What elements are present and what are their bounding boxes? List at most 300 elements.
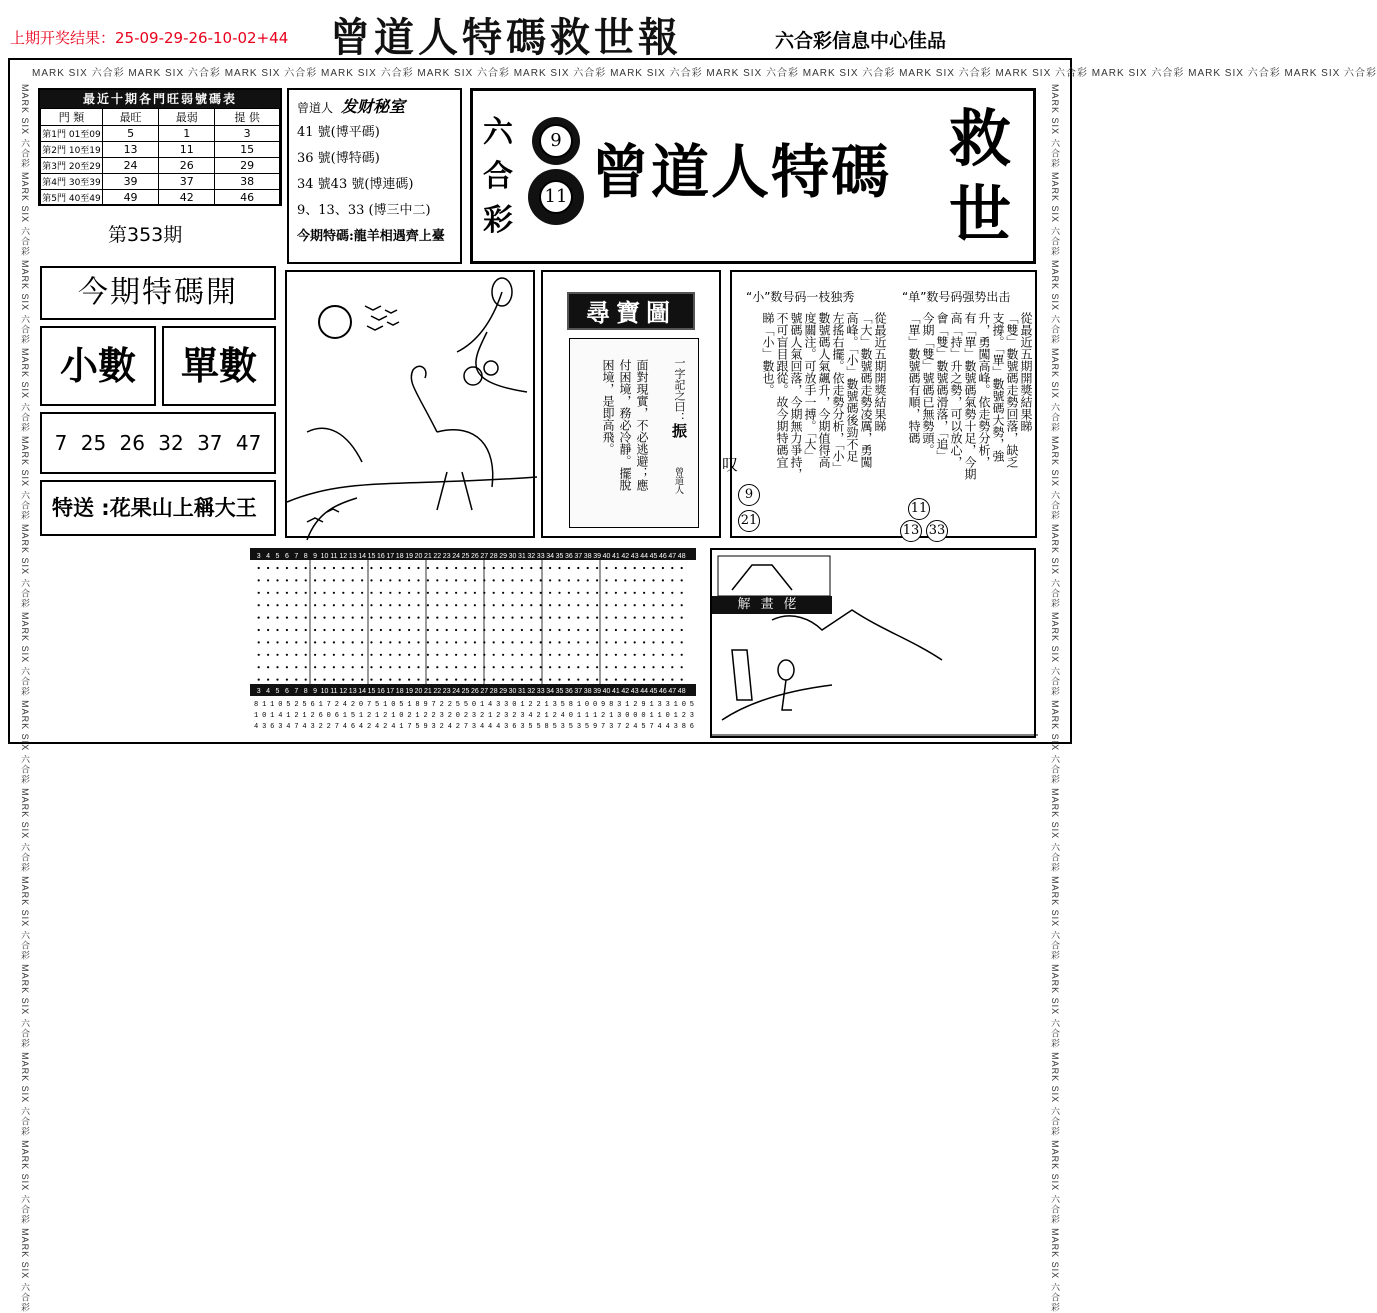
table-row xyxy=(41,158,280,174)
grid-dot xyxy=(511,604,513,606)
grid-dot xyxy=(681,629,683,631)
grid-dot xyxy=(502,604,504,606)
grid-dot xyxy=(568,679,570,681)
grid-dot xyxy=(577,592,579,594)
grid-dot xyxy=(295,666,297,668)
grid-dot xyxy=(314,567,316,569)
grid-dot xyxy=(323,604,325,606)
grid-dot xyxy=(267,604,269,606)
grid-dot xyxy=(314,641,316,643)
grid-dot xyxy=(267,579,269,581)
grid-dot xyxy=(446,579,448,581)
grid-col-label: 15 xyxy=(367,688,376,695)
grid-dot xyxy=(389,641,391,643)
grid-dot xyxy=(370,666,372,668)
grid-dot xyxy=(399,666,401,668)
grid-col-label: 22 xyxy=(433,688,442,695)
grid-col-label: 39 xyxy=(593,553,601,560)
grid-dot xyxy=(267,641,269,643)
grid-dot xyxy=(446,617,448,619)
grid-dot xyxy=(342,629,344,631)
grid-dot xyxy=(370,617,372,619)
grid-dot xyxy=(389,629,391,631)
grid-dot xyxy=(436,617,438,619)
text-column: 會「雙」數號碼滑落，「追」 xyxy=(935,312,949,462)
grid-dot xyxy=(314,666,316,668)
grid-col-label: 21 xyxy=(424,553,432,560)
grid-dot xyxy=(380,654,382,656)
grid-dot xyxy=(352,679,354,681)
grid-dot xyxy=(276,617,278,619)
grid-dot xyxy=(333,617,335,619)
grid-dot xyxy=(399,629,401,631)
grid-dot xyxy=(521,567,523,569)
scroll-poem: 面對現實，不必逃避；應付困境，務必冷靜。擺脫困境，是即高飛。 xyxy=(601,359,649,491)
grid-dot xyxy=(446,641,448,643)
text-column: 「單」數號碼有順，特碼 xyxy=(907,312,921,444)
grid-dot xyxy=(342,654,344,656)
grid-dot xyxy=(624,666,626,668)
grid-col-label: 39 xyxy=(593,688,601,695)
grid-col-label: 4 xyxy=(266,688,271,695)
grid-dot xyxy=(361,567,363,569)
grid-dot xyxy=(323,617,325,619)
number: 47 xyxy=(235,431,262,455)
grid-dot xyxy=(408,579,410,581)
grid-dot xyxy=(652,617,654,619)
grid-dot xyxy=(464,679,466,681)
grid-dot xyxy=(605,579,607,581)
treasure-title: 尋寶圖 xyxy=(567,292,695,330)
grid-dot xyxy=(521,654,523,656)
grid-dot xyxy=(493,629,495,631)
crane-picture xyxy=(285,270,535,538)
grid-dot xyxy=(681,617,683,619)
grid-dot xyxy=(681,604,683,606)
grid-dot xyxy=(370,592,372,594)
grid-col-label: 20 xyxy=(414,553,423,560)
grid-dot xyxy=(530,641,532,643)
grid-col-label: 6 xyxy=(284,688,289,695)
grid-dot xyxy=(446,679,448,681)
grid-dot xyxy=(530,629,532,631)
grid-dot xyxy=(295,579,297,581)
grid-dot xyxy=(427,666,429,668)
grid-dot xyxy=(417,592,419,594)
grid-dot xyxy=(361,666,363,668)
grid-dot xyxy=(352,579,354,581)
grid-dot xyxy=(587,641,589,643)
grid-dot xyxy=(417,666,419,668)
grid-dot xyxy=(323,654,325,656)
grid-col-label: 24 xyxy=(452,553,460,560)
number: 32 xyxy=(158,431,184,455)
door-cell: 第4門 30至39 xyxy=(41,174,103,190)
grid-dot xyxy=(577,641,579,643)
grid-col-label: 8 xyxy=(303,688,308,695)
grid-dot xyxy=(408,592,410,594)
grid-dot xyxy=(305,641,307,643)
grid-dot xyxy=(549,679,551,681)
text-column: 今期「雙」號碼已無勢頭。 xyxy=(921,312,935,456)
grid-dot xyxy=(652,604,654,606)
analysis-odd-heading: “单”数号码强势出击 xyxy=(902,290,1011,304)
formula-line: 9、13、33 (博三中二) xyxy=(297,203,431,218)
grid-dot xyxy=(267,617,269,619)
grid-dot xyxy=(276,604,278,606)
table-row xyxy=(41,126,280,142)
grid-dot xyxy=(493,654,495,656)
grid-dot xyxy=(558,654,560,656)
grid-dot xyxy=(276,641,278,643)
illustration-drawing xyxy=(712,550,1038,740)
text-column: 高「持」升之勢，可以放心， xyxy=(949,312,963,468)
grid-dot xyxy=(399,679,401,681)
grid-dot xyxy=(596,629,598,631)
door-cell: 第5門 40至49 xyxy=(41,190,103,206)
grid-col-label: 38 xyxy=(583,553,592,560)
grid-dot xyxy=(408,641,410,643)
grid-dot xyxy=(352,592,354,594)
grid-dot xyxy=(455,567,457,569)
grid-dot xyxy=(258,604,260,606)
grid-dot xyxy=(455,604,457,606)
grid-dot xyxy=(399,641,401,643)
grid-dot xyxy=(464,579,466,581)
grid-col-label: 26 xyxy=(471,553,479,560)
grid-dot xyxy=(615,641,617,643)
grid-dot xyxy=(558,666,560,668)
grid-dot xyxy=(417,579,419,581)
formula-tail: 今期特碼:龍羊相遇齊上臺 xyxy=(297,229,445,244)
grid-dot xyxy=(671,604,673,606)
formula-prefix: 曾道人 xyxy=(297,101,334,115)
grid-dot xyxy=(493,679,495,681)
grid-dot xyxy=(643,654,645,656)
grid-dot xyxy=(502,641,504,643)
grid-col-label: 30 xyxy=(508,688,517,695)
grid-dot xyxy=(464,592,466,594)
grid-dot xyxy=(446,604,448,606)
grid-col-label: 36 xyxy=(565,688,573,695)
grid-dot xyxy=(577,604,579,606)
grid-dot xyxy=(389,617,391,619)
grid-dot xyxy=(511,654,513,656)
grid-dot xyxy=(436,666,438,668)
text-column: 從最近五期開獎結果睇 xyxy=(873,312,887,432)
grid-dot xyxy=(267,567,269,569)
grid-dot xyxy=(624,604,626,606)
grid-dot xyxy=(427,629,429,631)
grid-dot xyxy=(511,579,513,581)
grid-dot xyxy=(624,629,626,631)
grid-col-label: 47 xyxy=(668,688,677,695)
grid-dot xyxy=(389,592,391,594)
hot-cell: 13 xyxy=(103,142,159,158)
grid-col-label: 16 xyxy=(377,688,385,695)
grid-dot xyxy=(276,629,278,631)
hot-cell: 24 xyxy=(103,158,159,174)
grid-col-label: 38 xyxy=(583,688,592,695)
grid-dot xyxy=(624,592,626,594)
grid-dot xyxy=(596,654,598,656)
grid-dot xyxy=(389,666,391,668)
grid-dot xyxy=(493,579,495,581)
grid-dot xyxy=(276,567,278,569)
col-cold: 最弱 xyxy=(159,109,215,126)
grid-dot xyxy=(305,654,307,656)
grid-dot xyxy=(587,617,589,619)
grid-dot xyxy=(530,654,532,656)
grid-dot xyxy=(652,592,654,594)
grid-col-label: 13 xyxy=(348,553,357,560)
grid-col-label: 14 xyxy=(358,553,366,560)
grid-dot xyxy=(323,579,325,581)
grid-dot xyxy=(389,679,391,681)
grid-dot xyxy=(540,679,542,681)
banner-side-text: 救世 xyxy=(948,102,1011,251)
grid-dot xyxy=(652,567,654,569)
grid-dot xyxy=(643,641,645,643)
grid-dot xyxy=(568,567,570,569)
grid-footer-row: 1 0 1 4 1 2 1 2 6 0 6 1 5 1 2 1 2 1 0 2 1 2 2 3 2 0 2 3 2 1 2 3 2 3 4 2 1 2 4 0 1 1 1 2 1 3 0 0 0 1 1 0 1 2 3 xyxy=(254,712,694,720)
grid-dot xyxy=(295,617,297,619)
grid-col-label: 11 xyxy=(330,553,338,560)
text-column: 支撐。「單」數號碼大勢，強 xyxy=(991,312,1005,462)
grid-dot xyxy=(587,604,589,606)
text-column: 「雙」數號碼走勢回落，缺乏 xyxy=(1005,312,1019,468)
grid-col-label: 43 xyxy=(630,553,639,560)
grid-dot xyxy=(295,629,297,631)
grid-dot xyxy=(615,592,617,594)
grid-col-label: 22 xyxy=(433,553,442,560)
watermark-strip-top: MARK SIX 六合彩 MARK SIX 六合彩 MARK SIX 六合彩 MARK SIX 六合彩 MARK SIX 六合彩 MARK SIX 六合彩 MARK SIX 六合彩 MARK SIX 六合彩 MARK SIX 六合彩 MARK SIX 六合彩 MARK SIX 六合彩 MARK SIX 六合彩 MARK SIX 六合彩 MARK SIX 六合彩 xyxy=(32,68,1377,79)
grid-dot xyxy=(436,567,438,569)
grid-dot xyxy=(323,592,325,594)
number: 25 xyxy=(80,431,107,455)
hot-cell: 39 xyxy=(103,174,159,190)
grid-dot xyxy=(436,629,438,631)
grid-dot xyxy=(587,629,589,631)
grid-dot xyxy=(568,579,570,581)
grid-dot xyxy=(352,629,354,631)
grid-dot xyxy=(568,604,570,606)
analysis-small-text xyxy=(746,312,886,488)
grid-dot xyxy=(605,604,607,606)
door-cell: 第2門 10至19 xyxy=(41,142,103,158)
grid-dot xyxy=(464,629,466,631)
grid-dot xyxy=(408,654,410,656)
crane-illustration xyxy=(287,272,537,540)
grid-dot xyxy=(615,654,617,656)
grid-dot xyxy=(436,679,438,681)
illustration-box xyxy=(710,548,1036,738)
grid-dot xyxy=(634,641,636,643)
grid-dot xyxy=(587,679,589,681)
grid-dot xyxy=(521,592,523,594)
brand-title: 曾道人特碼救世報 xyxy=(330,14,682,61)
grid-dot xyxy=(361,641,363,643)
grid-dot xyxy=(352,617,354,619)
grid-dot xyxy=(549,592,551,594)
col-hot: 最旺 xyxy=(103,109,159,126)
grid-col-label: 31 xyxy=(518,688,526,695)
word-label: 一字記之曰： xyxy=(673,357,686,423)
grid-dot xyxy=(258,579,260,581)
grid-col-label: 40 xyxy=(602,553,611,560)
grid-col-label: 33 xyxy=(536,688,545,695)
grid-dot xyxy=(662,629,664,631)
grid-dot xyxy=(605,567,607,569)
grid-dot xyxy=(521,617,523,619)
grid-dot xyxy=(333,629,335,631)
grid-dot xyxy=(558,679,560,681)
grid-dot xyxy=(427,579,429,581)
grid-col-label: 8 xyxy=(303,553,308,560)
grid-dot xyxy=(615,567,617,569)
grid-dot xyxy=(342,666,344,668)
grid-dot xyxy=(615,679,617,681)
grid-dot xyxy=(681,579,683,581)
grid-col-label: 35 xyxy=(555,553,564,560)
grid-dot xyxy=(427,592,429,594)
grid-col-label: 9 xyxy=(313,553,318,560)
grid-col-label: 6 xyxy=(284,553,289,560)
grid-col-label: 28 xyxy=(489,688,498,695)
give-cell: 38 xyxy=(215,174,280,190)
grid-dot xyxy=(436,579,438,581)
grid-dot xyxy=(417,641,419,643)
give-cell: 15 xyxy=(215,142,280,158)
grid-dot xyxy=(662,666,664,668)
grid-col-label: 30 xyxy=(508,553,517,560)
grid-dot xyxy=(605,592,607,594)
grid-dot xyxy=(643,679,645,681)
grid-col-label: 34 xyxy=(546,553,554,560)
grid-dot xyxy=(662,617,664,619)
grid-dot xyxy=(295,641,297,643)
text-column: 睇「小」數也。 xyxy=(761,312,775,396)
scroll-sign: 曾道人 xyxy=(673,467,683,494)
grid-dot xyxy=(493,567,495,569)
give-cell: 3 xyxy=(215,126,280,142)
grid-dot xyxy=(455,617,457,619)
grid-dot xyxy=(455,629,457,631)
grid-dot xyxy=(380,641,382,643)
size-box: 小數 xyxy=(40,326,156,406)
grid-dot xyxy=(314,604,316,606)
grid-dot xyxy=(530,679,532,681)
grid-dot xyxy=(662,654,664,656)
analysis-small-heading: “小”数号码一枝独秀 xyxy=(746,290,855,304)
grid-dot xyxy=(370,567,372,569)
analysis-ball: 9 xyxy=(738,484,760,506)
grid-dot xyxy=(549,579,551,581)
grid-col-label: 18 xyxy=(395,553,404,560)
grid-col-label: 12 xyxy=(339,553,348,560)
grid-dot xyxy=(286,592,288,594)
gift-box: 特送 :花果山上稱大王 xyxy=(40,480,276,536)
header-bar xyxy=(0,0,1080,61)
watermark-strip-left: MARK SIX 六合彩 MARK SIX 六合彩 MARK SIX 六合彩 MARK SIX 六合彩 MARK SIX 六合彩 MARK SIX 六合彩 MARK SIX 六合彩 MARK SIX 六合彩 MARK SIX 六合彩 MARK SIX 六合彩 MARK SIX 六合彩 MARK SIX 六合彩 MARK SIX 六合彩 MARK SIX 六合彩 xyxy=(20,84,30,1313)
grid-dot xyxy=(446,654,448,656)
formula-name: 发财秘室 xyxy=(341,97,406,116)
grid-dot xyxy=(427,679,429,681)
grid-dot xyxy=(361,617,363,619)
grid-dot xyxy=(370,679,372,681)
grid-col-label: 46 xyxy=(659,553,667,560)
grid-col-label: 14 xyxy=(358,688,366,695)
grid-dot xyxy=(511,641,513,643)
grid-dot xyxy=(502,617,504,619)
grid-dot xyxy=(558,604,560,606)
grid-col-label: 11 xyxy=(330,688,338,695)
grid-dot xyxy=(568,617,570,619)
grid-dot xyxy=(276,592,278,594)
grid-dot xyxy=(568,641,570,643)
grid-col-label: 12 xyxy=(339,688,348,695)
grid-dot xyxy=(634,617,636,619)
grid-col-label: 17 xyxy=(386,553,395,560)
grid-dot xyxy=(540,567,542,569)
grid-dot xyxy=(587,654,589,656)
grid-col-label: 28 xyxy=(489,553,498,560)
grid-dot xyxy=(276,679,278,681)
grid-dot xyxy=(493,641,495,643)
door-cell: 第3門 20至29 xyxy=(41,158,103,174)
number: 26 xyxy=(119,431,145,455)
grid-col-label: 16 xyxy=(377,553,385,560)
grid-dot xyxy=(681,666,683,668)
grid-dot xyxy=(258,617,260,619)
grid-dot xyxy=(474,654,476,656)
grid-dot xyxy=(361,604,363,606)
grid-dot xyxy=(267,629,269,631)
table-row xyxy=(41,174,280,190)
number: 37 xyxy=(197,431,223,455)
grid-dot xyxy=(558,629,560,631)
grid-dot xyxy=(474,604,476,606)
grid-dot xyxy=(671,641,673,643)
grid-col-label: 32 xyxy=(527,553,536,560)
grid-dot xyxy=(681,641,683,643)
grid-dot xyxy=(314,617,316,619)
grid-col-label: 35 xyxy=(555,688,564,695)
grid-dot xyxy=(389,579,391,581)
grid-col-label: 3 xyxy=(256,688,261,695)
grid-dot xyxy=(258,641,260,643)
grid-dot xyxy=(568,654,570,656)
grid-dot xyxy=(474,641,476,643)
col-door: 門 類 xyxy=(41,109,103,126)
grid-dot xyxy=(305,592,307,594)
grid-dot xyxy=(323,679,325,681)
grid-dot xyxy=(427,617,429,619)
grid-dot xyxy=(540,617,542,619)
grid-dot xyxy=(417,604,419,606)
grid-dot xyxy=(305,617,307,619)
grid-dot xyxy=(389,604,391,606)
grid-dot xyxy=(530,592,532,594)
grid-dot xyxy=(587,592,589,594)
grid-dot xyxy=(258,567,260,569)
illustration-title: 解畫佬 xyxy=(712,596,832,614)
grid-col-label: 48 xyxy=(677,553,686,560)
grid-dot xyxy=(333,604,335,606)
grid-dot xyxy=(464,567,466,569)
oar-glyph: 叹 xyxy=(722,455,739,474)
grid-dot xyxy=(446,567,448,569)
